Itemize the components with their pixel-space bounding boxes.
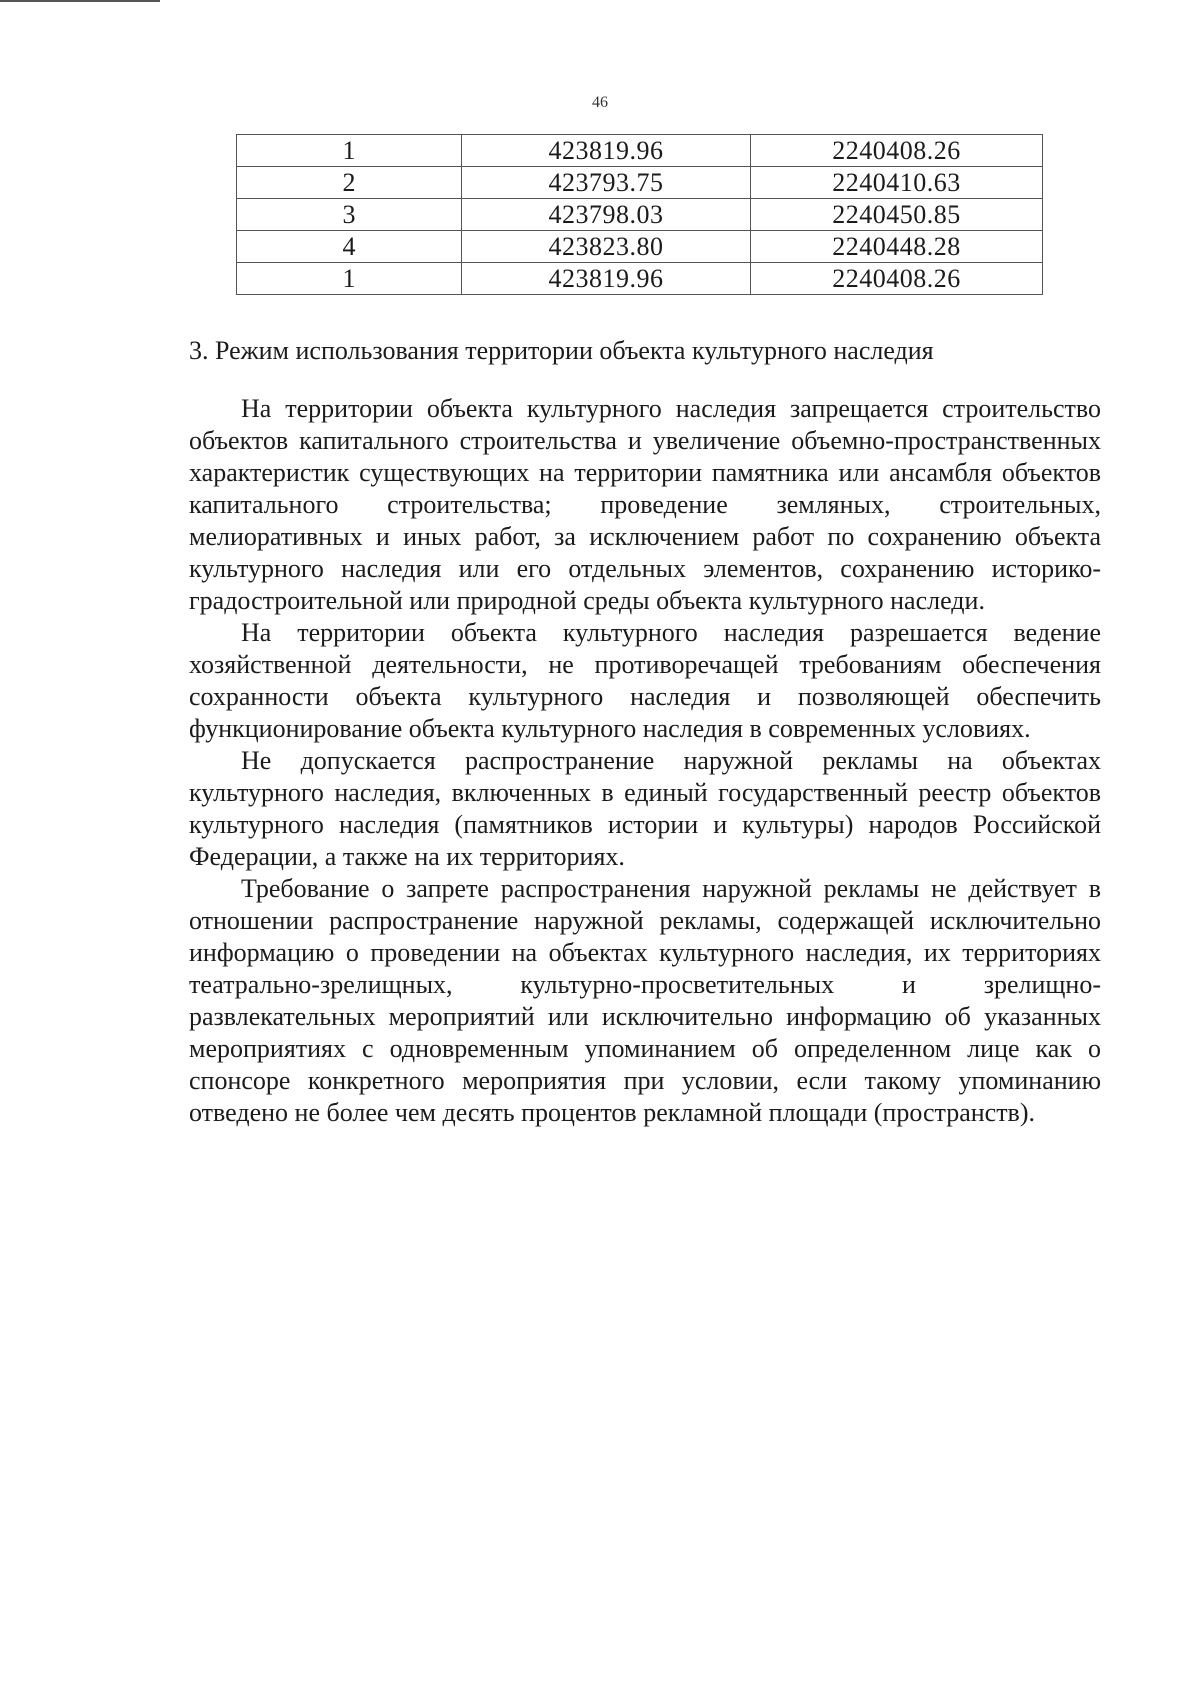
section-body (189, 393, 1101, 1129)
y-coordinate-cell: 2240410.63 (751, 167, 1043, 199)
x-coordinate-cell: 423798.03 (462, 199, 751, 231)
point-number-cell: 3 (237, 199, 462, 231)
y-coordinate-cell: 2240408.26 (751, 135, 1043, 167)
scan-edge-mark (0, 0, 160, 2)
table-row (237, 167, 1043, 199)
y-coordinate-cell: 2240448.28 (751, 231, 1043, 263)
y-coordinate-cell: 2240450.85 (751, 199, 1043, 231)
table-row (237, 135, 1043, 167)
x-coordinate-cell: 423819.96 (462, 263, 751, 295)
point-number-cell: 4 (237, 231, 462, 263)
table-row (237, 231, 1043, 263)
x-coordinate-cell: 423819.96 (462, 135, 751, 167)
page-number: 46 (592, 94, 608, 111)
table-row (237, 263, 1043, 295)
table-row (237, 199, 1043, 231)
paragraph-construction-prohibition: На территории объекта культурного наследия запрещается строительство объектов капитального строительства и увеличение объемно-пространственных характеристик существующих на территории памятника или ансамбля объектов капитального строительства; проведение земляных, строительных, мелиоративных и иных работ, за исключением работ по сохранению объекта культурного наследия или его отдельных элементов, сохранению историко-градостроительной или природной среды объекта культурного наследи. (189, 394, 1101, 615)
section-heading: 3. Режим использования территории объекта культурного наследия (189, 336, 934, 365)
paragraph-economic-activity: На территории объекта культурного наследия разрешается ведение хозяйственной деятельности, не противоречащей требованиям обеспечения сохранности объекта культурного наследия и позволяющей обеспечить функционирование объекта культурного наследия в современных условиях. (189, 618, 1101, 743)
paragraph-advertising-prohibition: Не допускается распространение наружной рекламы на объектах культурного наследия, включенных в единый государственный реестр объектов культурного наследия (памятников истории и культуры) народов Российской Федерации, а также на их территориях. (189, 746, 1101, 871)
point-number-cell: 1 (237, 263, 462, 295)
point-number-cell: 2 (237, 167, 462, 199)
point-number-cell: 1 (237, 135, 462, 167)
paragraph-advertising-exception: Требование о запрете распространения наружной рекламы не действует в отношении распространение наружной рекламы, содержащей исключительно информацию о проведении на объектах культурного наследия, их территориях театрально-зрелищных, культурно-просветительных и зрелищно-развлекательных мероприятий или исключительно информацию об указанных мероприятиях с одновременным упоминанием об определенном лице как о спонсоре конкретного мероприятия при условии, если такому упоминанию отведено не более чем десять процентов рекламной площади (пространств). (189, 874, 1101, 1127)
y-coordinate-cell: 2240408.26 (751, 263, 1043, 295)
x-coordinate-cell: 423793.75 (462, 167, 751, 199)
x-coordinate-cell: 423823.80 (462, 231, 751, 263)
coordinates-table (236, 134, 1043, 295)
